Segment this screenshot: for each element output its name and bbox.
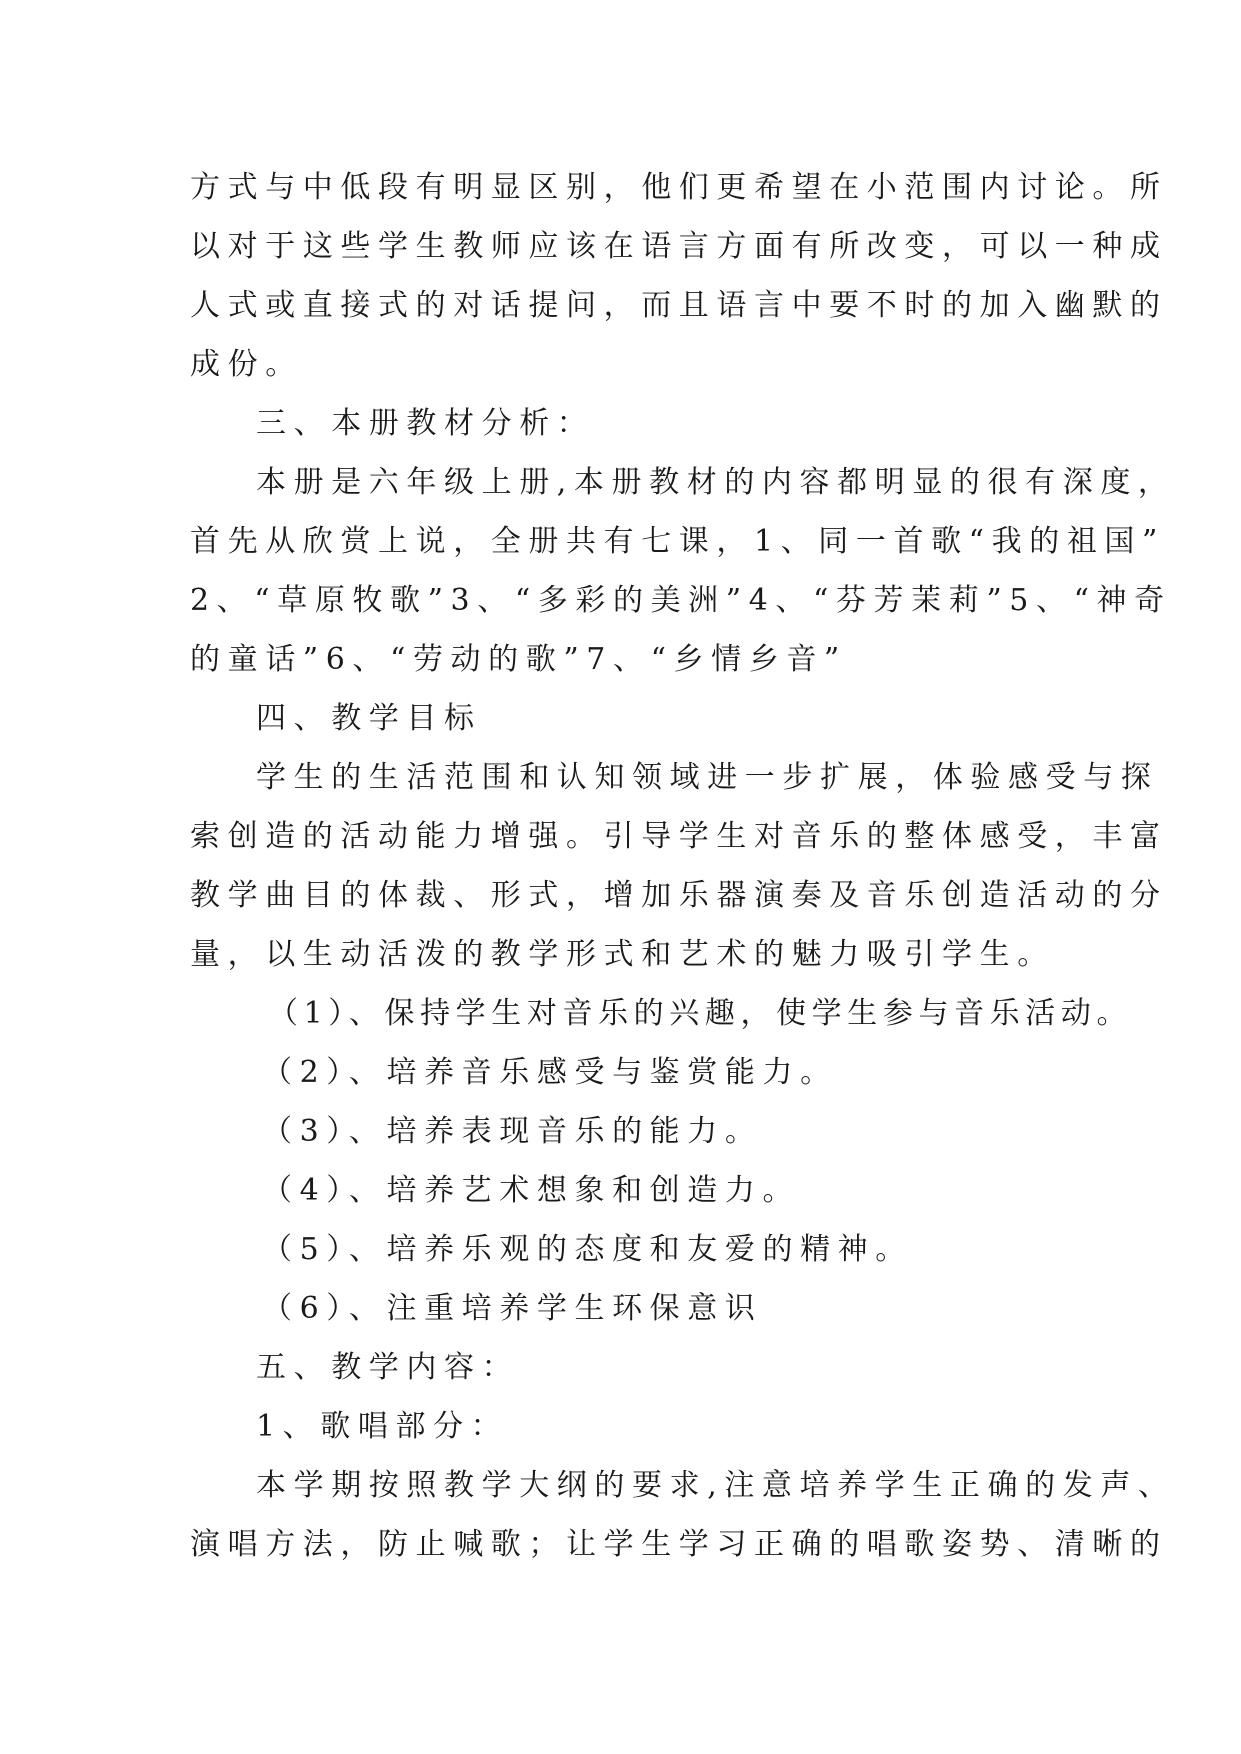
paragraph-line: 以对于这些学生教师应该在语言方面有所改变，可以一种成 <box>190 229 1168 264</box>
paragraph-line: 量，以生动活泼的教学形式和艺术的魅力吸引学生。 <box>190 937 1055 972</box>
paragraph-line: 演唱方法，防止喊歌；让学生学习正确的唱歌姿势、清晰的 <box>190 1527 1168 1562</box>
paragraph-line: 2、“草原牧歌”3、“多彩的美洲”4、“芬芳茉莉”5、“神奇 <box>190 583 1172 618</box>
goal-item: （4）、培养艺术想象和创造力。 <box>262 1173 801 1208</box>
section-heading: 四、教学目标 <box>256 701 482 736</box>
paragraph-line: 本册是六年级上册,本册教材的内容都明显的很有深度， <box>256 465 1176 500</box>
paragraph-line: 的童话”6、“劳动的歌”7、“乡情乡音” <box>190 642 847 677</box>
goal-item: （6）、注重培养学生环保意识 <box>262 1291 763 1326</box>
goal-item: （3）、培养表现音乐的能力。 <box>262 1114 763 1149</box>
goal-item: （2）、培养音乐感受与鉴赏能力。 <box>262 1055 838 1090</box>
document-page <box>190 158 1176 1574</box>
paragraph-line: 教学曲目的体裁、形式，增加乐器演奏及音乐创造活动的分 <box>190 878 1168 913</box>
paragraph-line: 学生的生活范围和认知领域进一步扩展，体验感受与探 <box>256 760 1159 795</box>
paragraph-line: 人式或直接式的对话提问，而且语言中要不时的加入幽默的 <box>190 288 1168 323</box>
goal-item: （1）、保持学生对音乐的兴趣，使学生参与音乐活动。 <box>268 996 1133 1031</box>
paragraph-line: 成份。 <box>190 347 303 382</box>
paragraph-line: 方式与中低段有明显区别，他们更希望在小范围内讨论。所 <box>190 170 1168 205</box>
section-heading: 五、教学内容： <box>256 1350 520 1385</box>
section-heading: 三、本册教材分析： <box>256 406 595 441</box>
subsection-heading: 1、歌唱部分： <box>256 1409 509 1444</box>
paragraph-line: 索创造的活动能力增强。引导学生对音乐的整体感受，丰富 <box>190 819 1168 854</box>
goal-item: （5）、培养乐观的态度和友爱的精神。 <box>262 1232 913 1267</box>
paragraph-line: 本学期按照教学大纲的要求,注意培养学生正确的发声、 <box>256 1468 1176 1503</box>
paragraph-line: 首先从欣赏上说，全册共有七课，1、同一首歌“我的祖国” <box>190 524 1165 559</box>
